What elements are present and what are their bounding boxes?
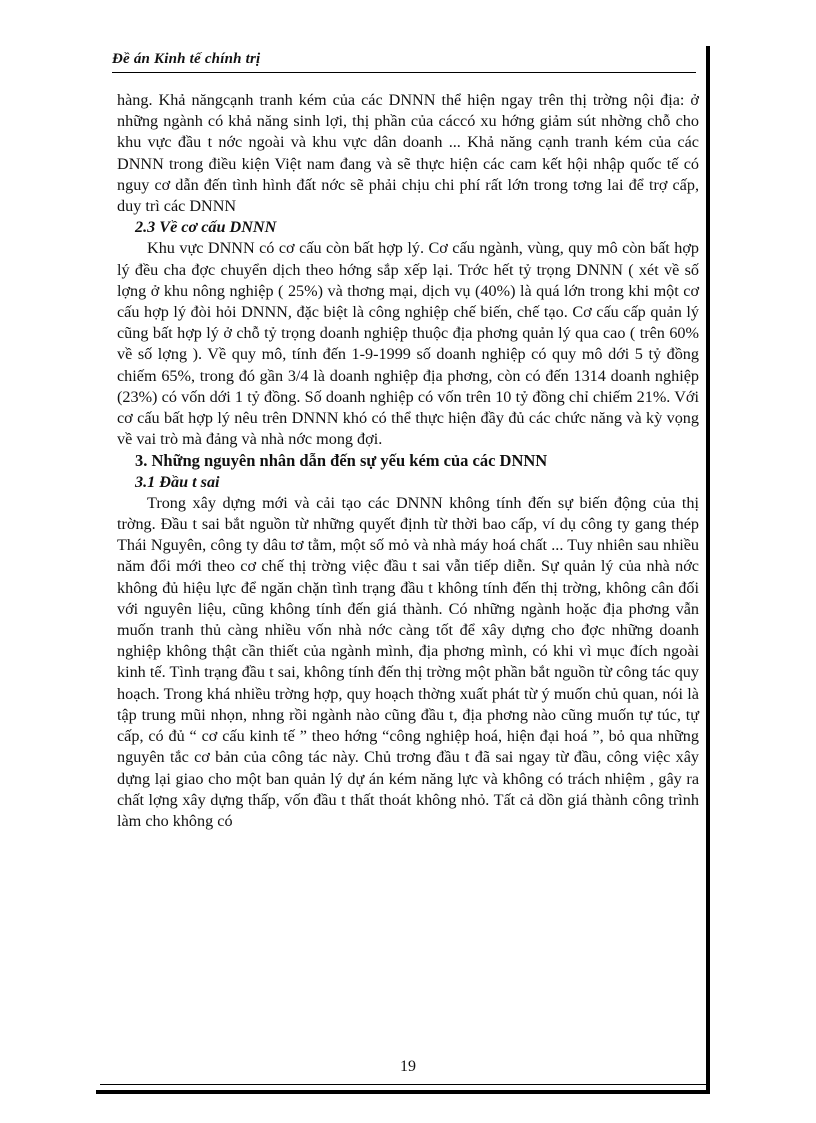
page-border-bottom-thin [100, 1084, 706, 1085]
page-border-bottom [96, 1090, 710, 1094]
paragraph-structure: Khu vực DNNN có cơ cấu còn bất hợp lý. Cơ cấu ngành, vùng, quy mô còn bất hợp lý đều cha đợc chuyển dịch theo hớng sắp xếp lại. Trớc hết tỷ trọng DNNN ( xét về số lợng ở khu nông nghiệp ( 25%) và thơng mại, dịch vụ (40%) là quá lớn trong khi một cơ cấu hợp lý đòi hỏi DNNN, đặc biệt là công nghiệp chế biến, chế tạo. Cơ cấu cấp quản lý cũng bất hợp lý ở chỗ tỷ trọng doanh nghiệp thuộc địa phơng quản lý qua cao ( trên 60% về số lợng ). Về quy mô, tính đến 1-9-1999 số doanh nghiệp có quy mô dới 5 tỷ đồng chiếm 65%, trong đó gần 3/4 là doanh nghiệp địa phơng, còn có đến 1314 doanh nghiệp (23%) có vốn dới 1 tỷ đồng. Số doanh nghiệp có vốn trên 10 tỷ đồng chỉ chiếm 21%. Với cơ cấu bất hợp lý nêu trên DNNN khó có thể thực hiện đầy đủ các chức năng và kỳ vọng về vai trò mà đảng và nhà nớc mong đợi. [117, 239, 699, 449]
page-border-right-thick [706, 46, 710, 1094]
paragraph-competitiveness: hàng. Khả năngcạnh tranh kém của các DNNN thể hiện ngay trên thị trờng nội địa: ở những ngành có khả năng sinh lợi, thị phần của cáccó xu hớng giảm sút nhờng chỗ cho khu vực đầu t nớc ngoài và khu vực dân doanh ... Khả năng cạnh tranh kém của các DNNN trong điều kiện Việt nam đang và sẽ thực hiện các cam kết hội nhập quốc tế có nguy cơ dẫn đến tình hình đất nớc sẽ phải chịu chi phí rất lớn trong tơng lai để trợ cấp, duy trì các DNNN [117, 91, 699, 216]
section-heading-3: 3. Những nguyên nhân dẫn đến sự yếu kém của các DNNN [135, 451, 548, 471]
paragraph-investment: Trong xây dựng mới và cải tạo các DNNN không tính đến sự biến động của thị trờng. Đầu t sai bắt nguồn từ những quyết định từ thời bao cấp, ví dụ công ty gang thép Thái Nguyên, công ty dâu tơ tằm, một số mỏ và nhà máy hoá chất ... Tuy nhiên sau nhiều năm đổi mới theo cơ chế thị trờng việc đầu t sai vẫn tiếp diễn. Sự quản lý của nhà nớc không đủ hiệu lực để ngăn chặn tình trạng đầu t không tính đến thị trờng, không cân đối với nguyên liệu, cũng không tính đến giá thành. Có những ngành hoặc địa phơng vẫn muốn tranh thủ càng nhiều vốn nhà nớc càng tốt để xây dựng cho đợc những doanh nghiệp không thật cần thiết của ngành mình, địa phơng mình, có khi vì mục đích ngoài kinh tế. Tình trạng đầu t sai, không tính đến thị trờng một phần bắt nguồn từ công tác quy hoạch. Trong khá nhiều trờng hợp, quy hoạch thờng xuất phát từ ý muốn chủ quan, nói là tập trung mũi nhọn, nhng rồi ngành nào cũng đầu t, địa phơng nào cũng muốn tự túc, tự cấp, có đủ “ cơ cấu kinh tế ” theo hớng “công nghiệp hoá, hiện đại hoá ”, bỏ qua những nguyên tắc cơ bản của công tác này. Chủ trơng đầu t đã sai ngay từ đầu, công việc xây dựng lại giao cho một ban quản lý dự án kém năng lực và không có trách nhiệm , gây ra chất lợng xây dựng thấp, vốn đầu t thất thoát không nhỏ. Tất cả dồn giá thành công trình làm cho không có [117, 493, 699, 830]
section-heading-3-1: 3.1 Đầu t sai [135, 472, 220, 491]
section-heading-2-3: 2.3 Về cơ cấu DNNN [135, 218, 277, 237]
document-body [117, 90, 699, 832]
page-number: 19 [400, 1058, 416, 1075]
page-header [112, 50, 696, 73]
header-title: Đề án Kinh tế chính trị [112, 51, 261, 67]
